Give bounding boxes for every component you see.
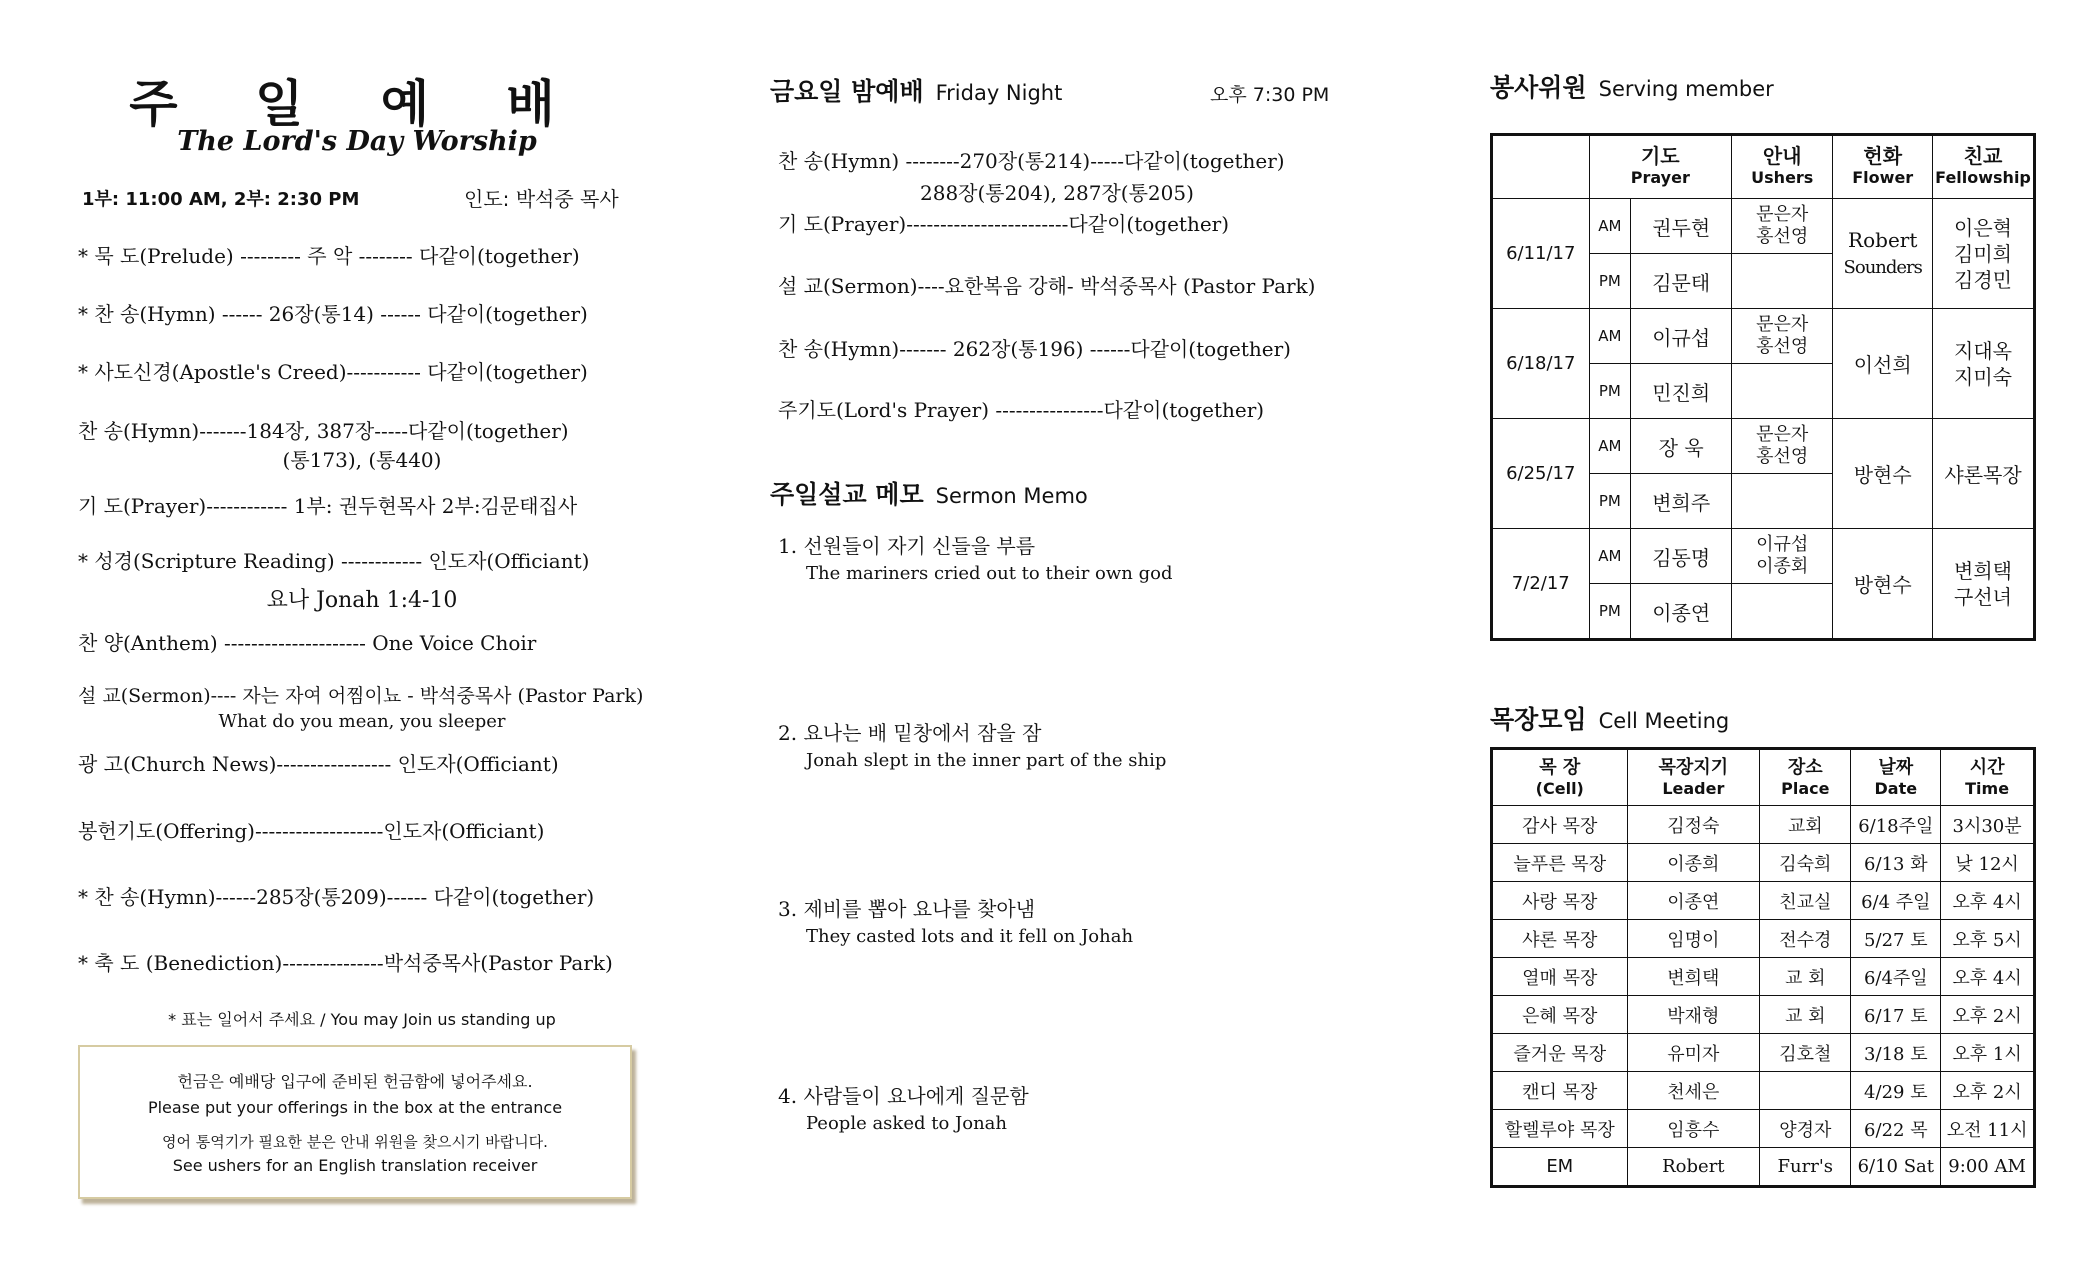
serving-date: 6/11/17 (1492, 199, 1590, 309)
table-row (1492, 1148, 2035, 1187)
ushers-cell: 문은자 홍선영 (1732, 419, 1833, 474)
cell-place: 김호철 (1760, 1034, 1851, 1072)
table-row (1492, 844, 2035, 882)
cell-date: 5/27 토 (1851, 920, 1941, 958)
pm-label: PM (1589, 474, 1631, 529)
memo-point-en: Jonah slept in the inner part of the ship (806, 750, 1167, 771)
table-row (1492, 1072, 2035, 1110)
header-cell: 목 장 (Cell) (1492, 749, 1628, 806)
cell-leader: 이종희 (1627, 844, 1760, 882)
order-item-sub: (통173), (통440) (282, 448, 442, 472)
memo-point-en: The mariners cried out to their own god (806, 563, 1173, 584)
friday-title: 금요일 밤예배 (770, 77, 924, 106)
friday-item: 찬 송(Hymn)------- 262장(통196) ------다같이(together) (778, 337, 1291, 361)
service-leader: 인도: 박석중 목사 (464, 187, 619, 211)
cell-time: 3시30분 (1941, 806, 2035, 844)
cell-date: 3/18 토 (1851, 1034, 1941, 1072)
friday-item: 설 교(Sermon)----요한복음 강해- 박석중목사 (Pastor Park) (778, 274, 1316, 298)
standing-note: * 표는 일어서 주세요 / You may Join us standing up (168, 1010, 556, 1029)
cell-title-en: Cell Meeting (1598, 709, 1730, 733)
friday-item: 기 도(Prayer)------------------------다같이(together) (778, 212, 1230, 236)
am-prayer: 이규섭 (1631, 309, 1732, 364)
cell-place: 양경자 (1760, 1110, 1851, 1148)
cell-name: 캔디 목장 (1492, 1072, 1628, 1110)
fellowship-cell: 변희택 구선녀 (1933, 529, 2035, 640)
cell-time: 오전 11시 (1941, 1110, 2035, 1148)
friday-item-sub: 288장(통204), 287장(통205) (920, 181, 1194, 205)
cell-place: 교 회 (1760, 958, 1851, 996)
order-item: * 성경(Scripture Reading) ------------ 인도자(Officiant) (78, 549, 590, 573)
cell-name: 열매 목장 (1492, 958, 1628, 996)
table-row (1492, 199, 2035, 254)
header-blank (1492, 135, 1590, 199)
am-label: AM (1589, 419, 1631, 474)
notice-line: 영어 통역기가 필요한 분은 안내 위원을 찾으시기 바랍니다. (162, 1133, 548, 1151)
flower-cell: 방현수 (1833, 419, 1933, 529)
cell-name: 감사 목장 (1492, 806, 1628, 844)
cell-place: 친교실 (1760, 882, 1851, 920)
cell-date: 6/13 화 (1851, 844, 1941, 882)
pm-label: PM (1589, 254, 1631, 309)
table-row (1492, 1110, 2035, 1148)
cell-title: 목장모임 (1490, 705, 1587, 734)
fellowship-cell: 샤론목장 (1933, 419, 2035, 529)
cell-time: 9:00 AM (1941, 1148, 2035, 1187)
ushers-cell: 문은자 홍선영 (1732, 309, 1833, 364)
header-fellowship: 친교 Fellowship (1933, 135, 2035, 199)
order-item: 설 교(Sermon)---- 자는 자여 어찜이뇨 - 박석중목사 (Pastor Park) (78, 685, 644, 707)
order-item: 광 고(Church News)----------------- 인도자(Officiant) (78, 752, 559, 776)
notice-line: Please put your offerings in the box at the entrance (147, 1098, 563, 1117)
am-prayer: 김동명 (1631, 529, 1732, 584)
cell-header (1490, 700, 1729, 736)
cell-leader: 김정숙 (1627, 806, 1760, 844)
friday-title-en: Friday Night (935, 81, 1063, 105)
serving-date: 6/25/17 (1492, 419, 1590, 529)
cell-date: 6/4주일 (1851, 958, 1941, 996)
serving-title-en: Serving member (1598, 77, 1774, 101)
table-row (1492, 806, 2035, 844)
fellowship-cell: 이은혁 김미희 김경민 (1933, 199, 2035, 309)
memo-title: 주일설교 메모 (770, 480, 924, 509)
cell-date: 6/4 주일 (1851, 882, 1941, 920)
serving-header-row (1492, 135, 2035, 199)
serving-table (1490, 133, 2036, 641)
cell-time: 오후 4시 (1941, 882, 2035, 920)
cell-time: 오후 5시 (1941, 920, 2035, 958)
notice-line: See ushers for an English translation receiver (172, 1156, 538, 1175)
notice-line: 헌금은 예배당 입구에 준비된 헌금함에 넣어주세요. (177, 1072, 533, 1091)
am-prayer: 권두현 (1631, 199, 1732, 254)
cell-leader: 이종연 (1627, 882, 1760, 920)
pm-label: PM (1589, 584, 1631, 640)
flower-cell: Robert Sounders (1833, 199, 1933, 309)
header-prayer: 기도 Prayer (1589, 135, 1732, 199)
ushers-cell: 문은자 홍선영 (1732, 199, 1833, 254)
table-row (1492, 419, 2035, 474)
order-item: * 찬 송(Hymn) ------ 26장(통14) ------ 다같이(together) (78, 302, 588, 326)
serving-date: 6/18/17 (1492, 309, 1590, 419)
order-item: 찬 송(Hymn)-------184장, 387장-----다같이(together) (78, 419, 569, 443)
service-times: 1부: 11:00 AM, 2부: 2:30 PM (82, 189, 360, 210)
cell-place: 교 회 (1760, 996, 1851, 1034)
memo-point (778, 530, 1172, 584)
friday-item: 주기도(Lord's Prayer) ----------------다같이(together) (778, 398, 1265, 422)
serving-title: 봉사위원 (1490, 73, 1587, 102)
ushers-cell: 이규섭 이종회 (1732, 529, 1833, 584)
cell-name: EM (1492, 1148, 1628, 1187)
fellowship-cell: 지대옥 지미숙 (1933, 309, 2035, 419)
order-item: * 묵 도(Prelude) --------- 주 악 -------- 다같이(together) (78, 244, 580, 268)
order-item: 봉헌기도(Offering)-------------------인도자(Officiant) (78, 819, 545, 843)
order-item: * 찬 송(Hymn)------285장(통209)------ 다같이(together) (78, 885, 595, 909)
memo-point-en: People asked to Jonah (806, 1113, 1007, 1134)
serving-date: 7/2/17 (1492, 529, 1590, 640)
memo-header (770, 475, 1088, 511)
table-row (1492, 529, 2035, 584)
cell-name: 할렐루야 목장 (1492, 1110, 1628, 1148)
flower-cell: 이선희 (1833, 309, 1933, 419)
header-time: 시간 Time (1941, 749, 2035, 806)
friday-item: 찬 송(Hymn) --------270장(통214)-----다같이(together) (778, 149, 1285, 173)
cell-place (1760, 1072, 1851, 1110)
flower-cell: 방현수 (1833, 529, 1933, 640)
ushers-empty (1732, 364, 1833, 419)
pm-prayer: 민진희 (1631, 364, 1732, 419)
memo-point-ko: 4. 사람들이 요나에게 질문함 (778, 1084, 1029, 1108)
worship-title: 주 일 예 배 (129, 75, 585, 133)
cell-leader: 임흥수 (1627, 1110, 1760, 1148)
cell-table (1490, 747, 2036, 1188)
header-ushers: 안내 Ushers (1732, 135, 1833, 199)
cell-name: 늘푸른 목장 (1492, 844, 1628, 882)
cell-place: Furr's (1760, 1148, 1851, 1187)
pm-prayer: 변희주 (1631, 474, 1732, 529)
memo-point-ko: 3. 제비를 뽑아 요나를 찾아냄 (778, 897, 1036, 921)
cell-place: 전수경 (1760, 920, 1851, 958)
memo-point (778, 893, 1133, 947)
table-row (1492, 882, 2035, 920)
cell-name: 사랑 목장 (1492, 882, 1628, 920)
header-date: 날짜 Date (1851, 749, 1941, 806)
scripture-ref: 요나 Jonah 1:4-10 (266, 588, 458, 613)
table-row (1492, 1034, 2035, 1072)
cell-place: 교회 (1760, 806, 1851, 844)
table-row (1492, 958, 2035, 996)
table-row (1492, 920, 2035, 958)
worship-subtitle: The Lord's Day Worship (177, 126, 537, 157)
cell-leader: 유미자 (1627, 1034, 1760, 1072)
serving-header (1490, 68, 1774, 104)
ushers-empty (1732, 584, 1833, 640)
order-item: 찬 양(Anthem) --------------------- One Voice Choir (78, 631, 537, 655)
offering-notice (78, 1045, 632, 1199)
cell-time: 오후 2시 (1941, 996, 2035, 1034)
friday-header (770, 72, 1062, 108)
cell-leader: 박재형 (1627, 996, 1760, 1034)
cell-leader: 임명이 (1627, 920, 1760, 958)
cell-header-row (1492, 749, 2035, 806)
cell-place: 김숙희 (1760, 844, 1851, 882)
pm-label: PM (1589, 364, 1631, 419)
sermon-title-en: What do you mean, you sleeper (218, 711, 506, 732)
header-flower: 헌화 Flower (1833, 135, 1933, 199)
table-row (1492, 309, 2035, 364)
cell-time: 오후 4시 (1941, 958, 2035, 996)
order-item: * 사도신경(Apostle's Creed)----------- 다같이(together) (78, 360, 588, 384)
cell-date: 6/17 토 (1851, 996, 1941, 1034)
order-item: * 축 도 (Benediction)---------------박석중목사(Pastor Park) (78, 951, 613, 975)
memo-point (778, 717, 1166, 771)
friday-time: 오후 7:30 PM (1210, 84, 1330, 106)
cell-name: 즐거운 목장 (1492, 1034, 1628, 1072)
memo-point-ko: 2. 요나는 배 밑창에서 잠을 잠 (778, 721, 1042, 745)
cell-date: 4/29 토 (1851, 1072, 1941, 1110)
memo-point-en: They casted lots and it fell on Johah (806, 926, 1134, 947)
am-label: AM (1589, 529, 1631, 584)
cell-leader: 천세은 (1627, 1072, 1760, 1110)
cell-name: 샤론 목장 (1492, 920, 1628, 958)
cell-name: 은혜 목장 (1492, 996, 1628, 1034)
am-label: AM (1589, 199, 1631, 254)
cell-time: 낮 12시 (1941, 844, 2035, 882)
pm-prayer: 김문태 (1631, 254, 1732, 309)
cell-time: 오후 2시 (1941, 1072, 2035, 1110)
memo-point-ko: 1. 선원들이 자기 신들을 부름 (778, 534, 1036, 558)
table-row (1492, 996, 2035, 1034)
ushers-empty (1732, 474, 1833, 529)
cell-time: 오후 1시 (1941, 1034, 2035, 1072)
cell-leader: 변희택 (1627, 958, 1760, 996)
pm-prayer: 이종연 (1631, 584, 1732, 640)
header-place: 장소 Place (1760, 749, 1851, 806)
memo-title-en: Sermon Memo (935, 484, 1088, 508)
cell-leader: Robert (1627, 1148, 1760, 1187)
order-item: 기 도(Prayer)------------ 1부: 권두현목사 2부:김문태집사 (78, 494, 578, 518)
cell-date: 6/18주일 (1851, 806, 1941, 844)
cell-date: 6/10 Sat (1851, 1148, 1941, 1187)
header-leader: 목장지기 Leader (1627, 749, 1760, 806)
memo-point (778, 1080, 1029, 1134)
am-prayer: 장 욱 (1631, 419, 1732, 474)
cell-date: 6/22 목 (1851, 1110, 1941, 1148)
am-label: AM (1589, 309, 1631, 364)
ushers-empty (1732, 254, 1833, 309)
